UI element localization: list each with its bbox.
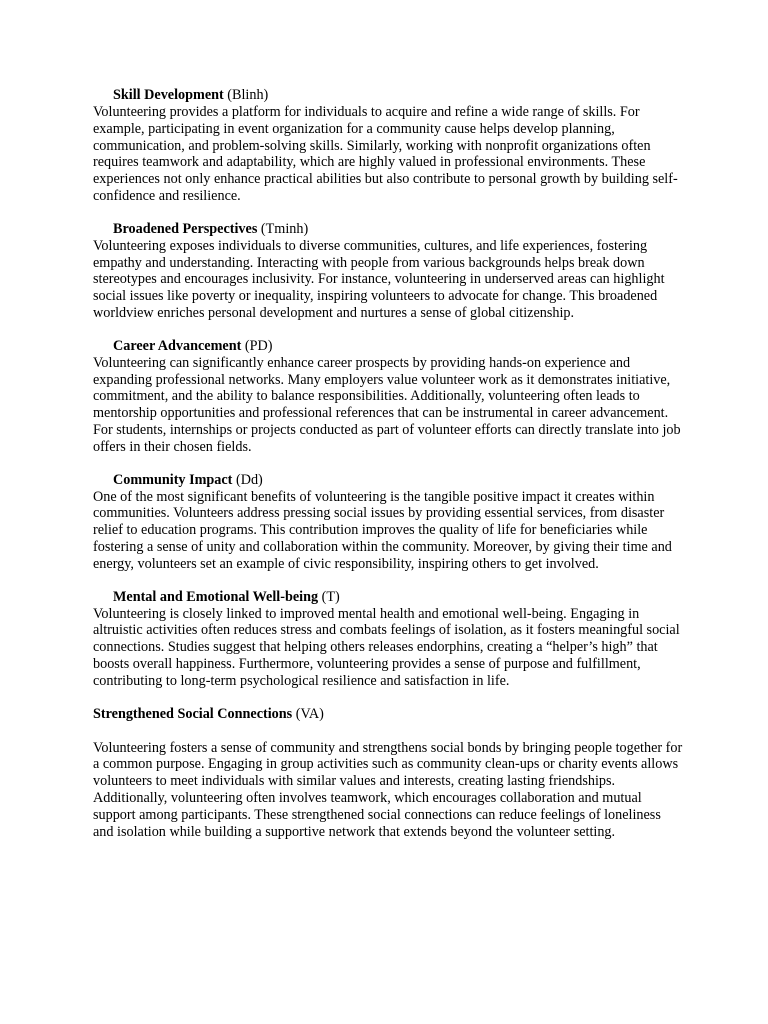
section-career-advancement: [93, 338, 683, 456]
section-heading: [93, 221, 683, 238]
section-strengthened-social-connections: [93, 706, 683, 841]
section-heading: [93, 87, 683, 104]
section-author: (T): [321, 588, 340, 605]
section-author: (Dd): [235, 471, 263, 488]
section-body: Volunteering provides a platform for individuals to acquire and refine a wide range of skills. For example, participating in event organization for a community cause helps develop planning, communication, and problem-solving skills. Similarly, working with nonprofit organizations often requires teamwork and adaptability, which are highly valued in professional environments. These experiences not only enhance practical abilities but also contribute to personal growth by building self-confidence and resilience.: [93, 104, 678, 204]
section-community-impact: [93, 472, 683, 573]
section-heading: [93, 338, 683, 355]
section-body: Volunteering fosters a sense of community and strengthens social bonds by bringing people together for a common purpose. Engaging in group activities such as community clean-ups or charity events allows volunteers to meet individuals with similar values and interests, creating lasting friendships. Additionally, volunteering often involves teamwork, which encourages collaboration and mutual support among participants. These strengthened social connections can reduce feelings of loneliness and isolation while building a supportive network that extends beyond the volunteer setting.: [93, 739, 683, 840]
section-skill-development: [93, 87, 683, 205]
section-title: Community Impact: [113, 471, 233, 488]
section-body: Volunteering can significantly enhance career prospects by providing hands-on experience and expanding professional networks. Many employers value volunteer work as it demonstrates initiative, commitment, and the ability to balance responsibilities. Additionally, volunteering often leads to mentorship opportunities and professional references that can be instrumental in career advancement. For students, internships or projects conducted as part of volunteer efforts can directly translate into job offers in their chosen fields.: [93, 354, 681, 455]
section-heading: [93, 472, 683, 489]
section-heading: [93, 589, 683, 606]
section-heading: [93, 706, 683, 723]
section-author: (Blinh): [227, 87, 269, 103]
section-body: Volunteering exposes individuals to diverse communities, cultures, and life experiences, fostering empathy and understanding. Interacting with people from various backgrounds helps break down stereotypes and encourages inclusivity. For instance, volunteering in underserved areas can highlight social issues like poverty or inequality, inspiring volunteers to advocate for change. This broadened worldview enriches personal development and nurtures a sense of global citizenship.: [93, 237, 665, 321]
section-title: Skill Development: [113, 87, 224, 103]
section-title: Broadened Perspectives: [113, 220, 258, 237]
document-page: [93, 87, 683, 840]
section-body: Volunteering is closely linked to improved mental health and emotional well-being. Engaging in altruistic activities often reduces stress and combats feelings of isolation, as it fosters meaningful social connections. Studies suggest that helping others releases endorphins, creating a “helper’s high” that boosts overall happiness. Furthermore, volunteering provides a sense of purpose and fulfillment, contributing to long-term psychological resilience and satisfaction in life.: [93, 605, 680, 689]
section-title: Career Advancement: [113, 337, 242, 354]
section-author: (VA): [295, 705, 324, 722]
section-author: (Tminh): [260, 220, 309, 237]
section-title: Mental and Emotional Well-being: [113, 588, 319, 605]
section-mental-emotional-wellbeing: [93, 589, 683, 690]
section-title: Strengthened Social Connections: [93, 705, 293, 722]
section-body: One of the most significant benefits of volunteering is the tangible positive impact it creates within communities. Volunteers address pressing social issues by providing essential services, from disaster relief to education programs. This contribution improves the quality of life for beneficiaries while fostering a sense of unity and collaboration within the community. Moreover, by giving their time and energy, volunteers set an example of civic responsibility, inspiring others to get involved.: [93, 488, 672, 572]
section-broadened-perspectives: [93, 221, 683, 322]
section-author: (PD): [244, 337, 273, 354]
